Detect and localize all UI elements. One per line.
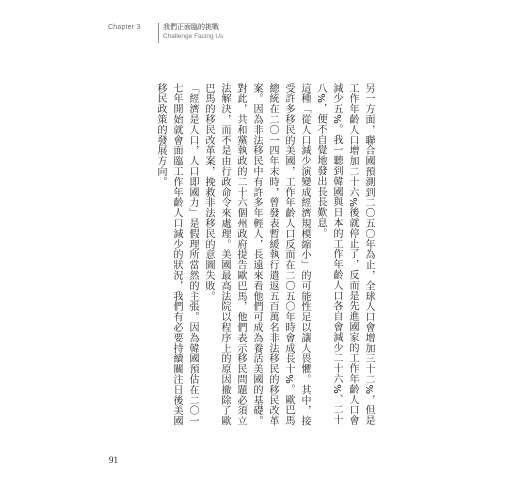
header-divider <box>158 23 159 43</box>
running-header <box>163 23 223 41</box>
chapter-title-en: Challenge Facing Us <box>163 33 224 40</box>
chapter-title-zh: 我們正面臨的挑戰 <box>163 23 219 31</box>
body-paragraph: 這種「從人口減少演變成經濟規模縮小」的可能性足以讓人畏懼。其中，接受許多移民的美國，工作年齡人口反而在二〇五〇年時會成長十%。歐巴馬總統在二〇一四年末時，曾發表暫緩執行遣返五百萬名非法移民的移民改革案。因為非法移民中有許多年輕人，長遠來看他們可成為養活美國的基礎。對此，共和黨執政的二十六個州政府提告歐巴馬，他們表示移民問題必須立法解決，而不是由行政命令來處理。美國最高法院以程序上的原因撤除了歐巴馬的移民改革案，挽救非法移民的意圖失敗。 <box>203 83 310 427</box>
chapter-label: Chapter 3 <box>108 24 141 31</box>
body-paragraph: 另一方面，聯合國預測到二〇五〇年為止，全球人口會增加三十二%，但是工作年齡人口增加二十六%後就停止了，反而是先進國家的工作年齡人口會減少五%。我一聽到韓國與日本的工作年齡人口各自會減少二十六%、二十八%，便不自覺地發出長長歎息。 <box>315 83 374 426</box>
page-number: 91 <box>109 455 118 465</box>
body-text <box>136 83 376 427</box>
body-paragraph: 「經濟是人口，人口即國力」是假理所當然的主張。因為韓國預估在二〇一七年開始就會面臨工作年齡人口減少的狀況，我們有必要持續關注日後美國移民政策的發展方向。 <box>155 83 198 427</box>
